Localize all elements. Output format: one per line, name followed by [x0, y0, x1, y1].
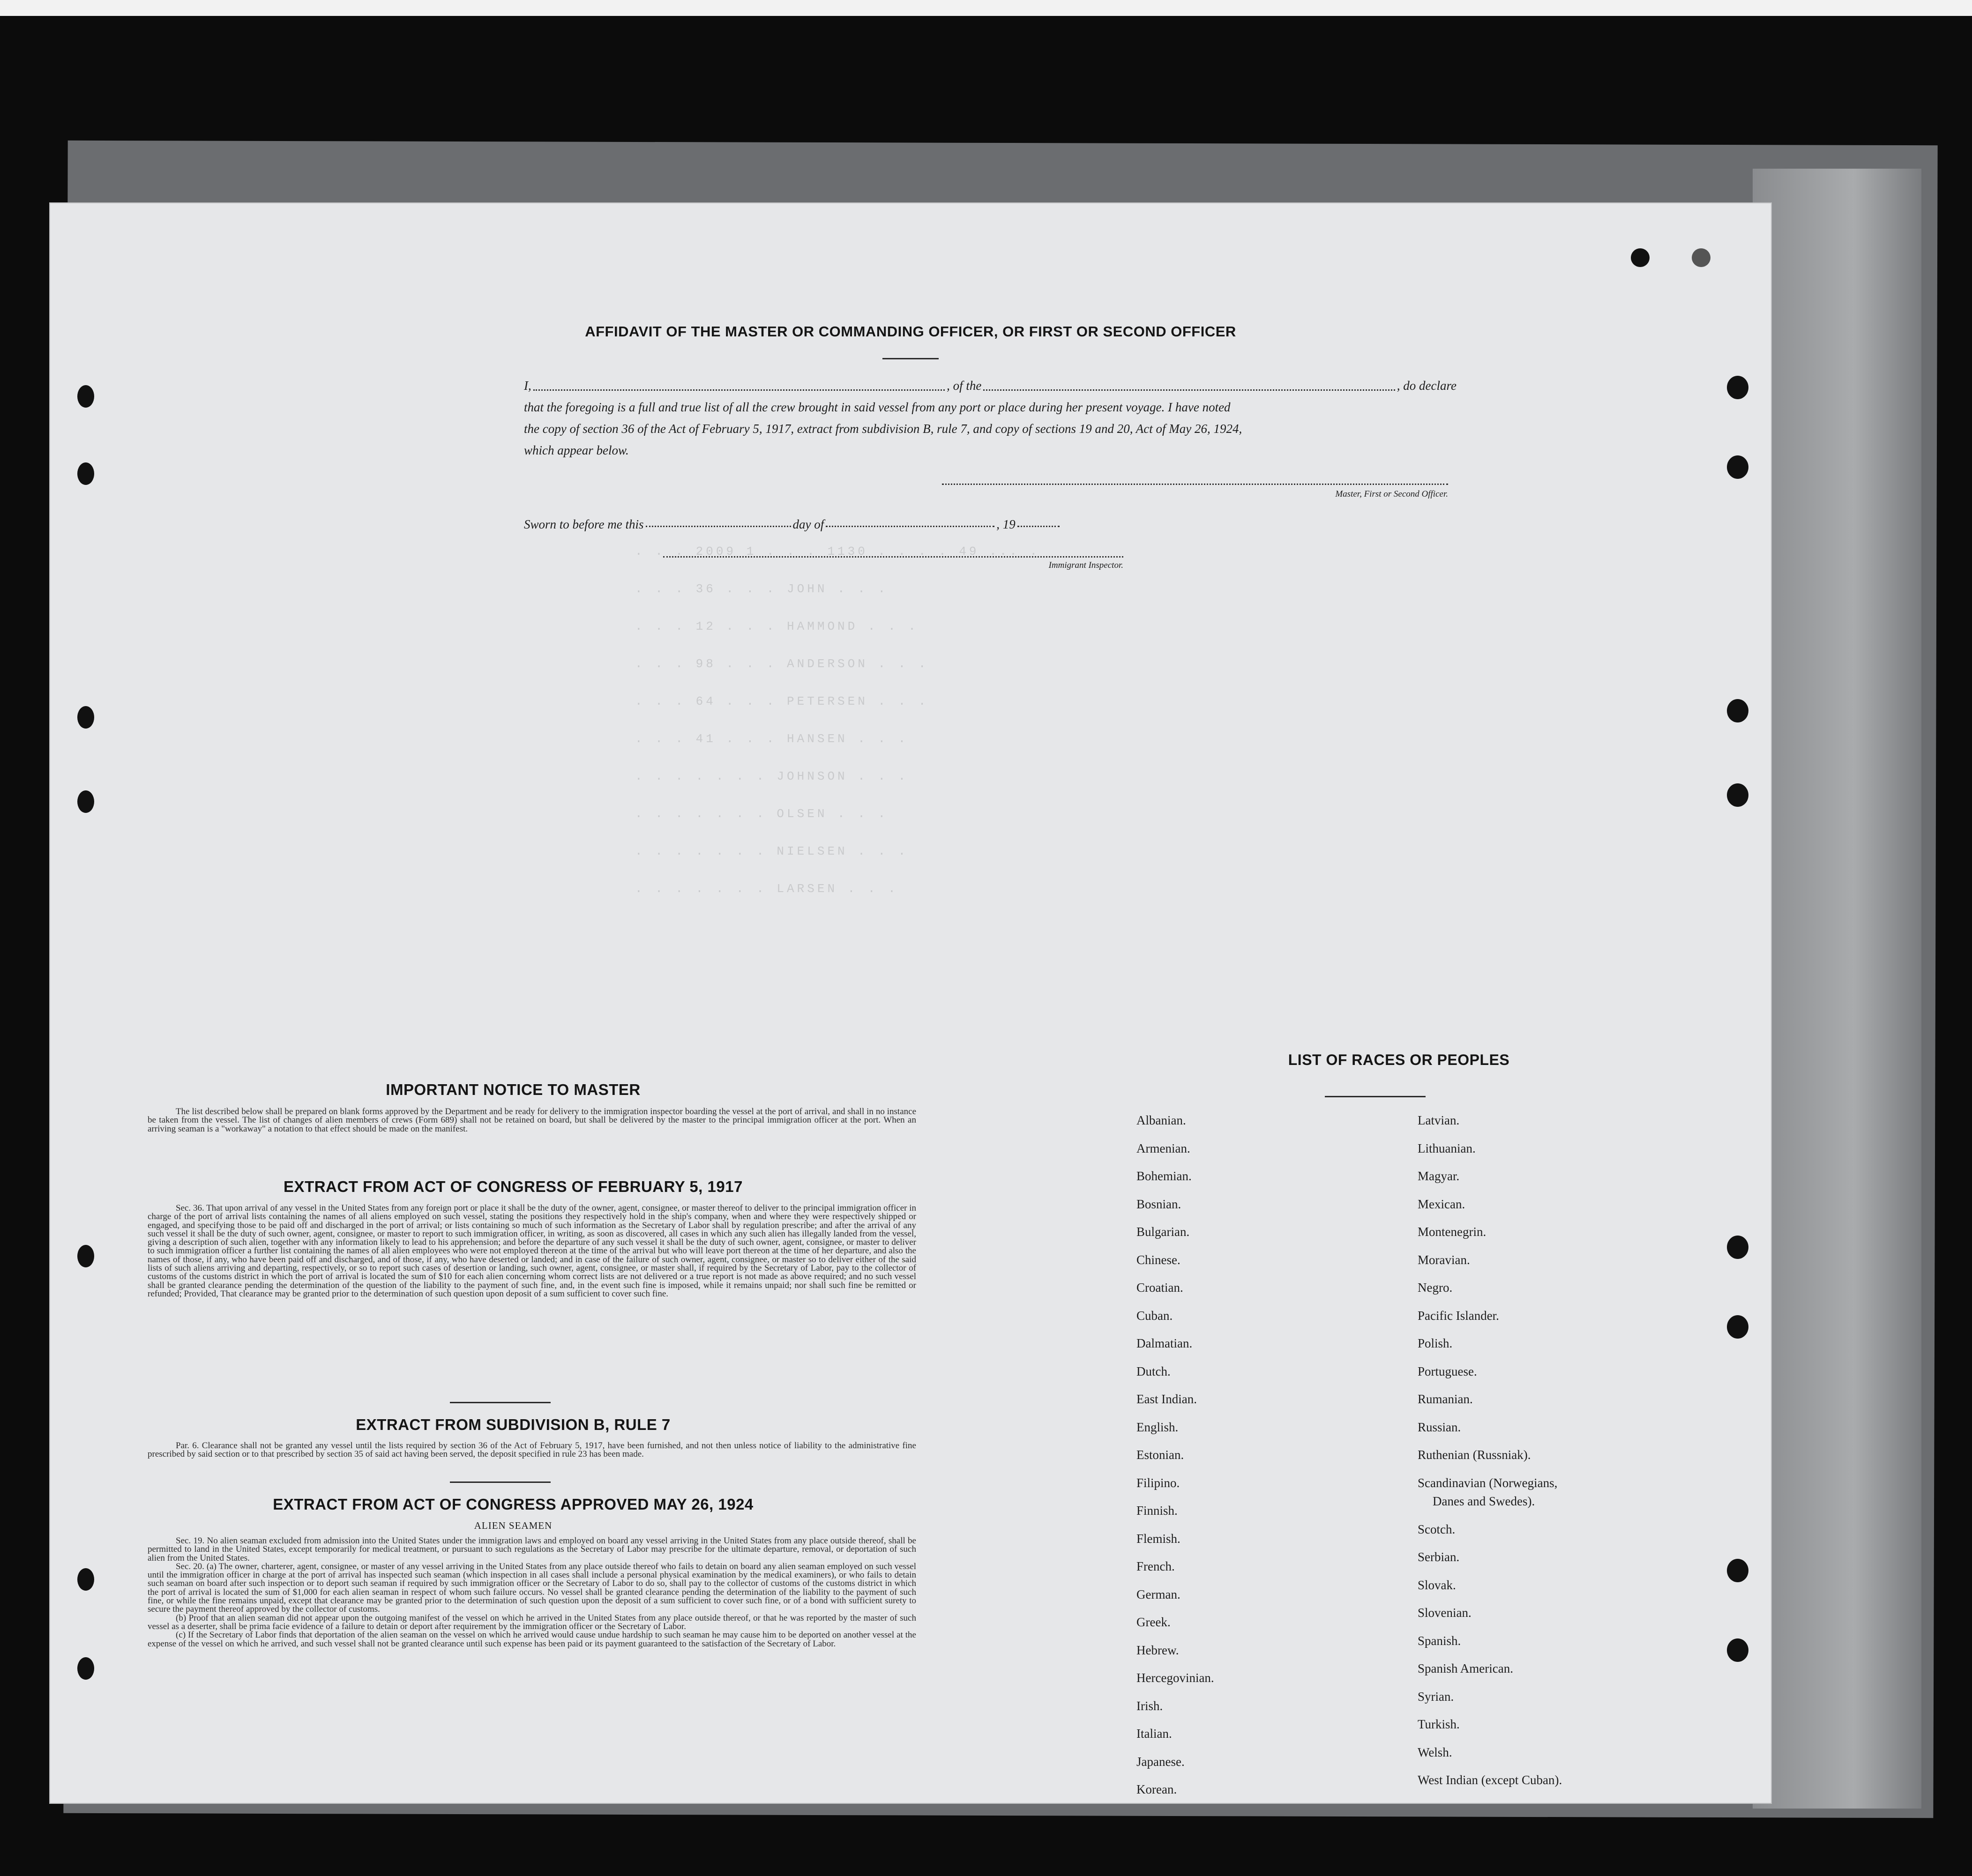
race-item: Welsh. — [1418, 1745, 1452, 1759]
race-item: Scandinavian (Norwegians, — [1418, 1475, 1558, 1490]
race-item: English. — [1136, 1420, 1179, 1434]
affidavit-line-4: which appear below. — [524, 443, 629, 457]
punch-hole — [77, 385, 94, 408]
section-20a-paragraph: Sec. 20. (a) The owner, charterer, agent, consignee, or master of any vessel arriving in the United States from any place outside thereof who fails to detain on board any alien seaman employed on such vessel until the immigration officer in charge at the port of arrival has inspected such seaman (which inspection in all cases shall include a personal physical examination by the medical examiners), or who fails to detain such seaman on board after such inspection or to deport such seaman if required by such immigration officer or the Secretary of Labor to do so, shall pay to the collector of customs of the customs district in which the port of arrival is located the sum of $1,000 for each alien seaman in respect of whom such failure occurs. No vessel shall be granted clearance pending the determination of the liability to the payment of such fine, or while the fine remains unpaid, except that clearance may be granted prior to the determination of such question upon the deposit of a sum sufficient to cover such fine, or of a bond with sufficient surety to secure the payment thereof approved by the collector of customs. — [148, 1561, 916, 1615]
race-item: Dalmatian. — [1136, 1336, 1193, 1350]
sworn-line — [524, 517, 1180, 532]
day-blank — [646, 517, 791, 527]
race-item: Spanish American. — [1418, 1661, 1513, 1675]
affidavit-title: AFFIDAVIT OF THE MASTER OR COMMANDING OFFICER, OR FIRST OR SECOND OFFICER — [585, 323, 1236, 340]
races-column-1 — [1136, 1107, 1399, 1804]
race-item: Korean. — [1136, 1782, 1177, 1796]
race-item: Danes and Swedes). — [1433, 1494, 1535, 1508]
scanner-edge — [0, 0, 1972, 16]
notice-title: IMPORTANT NOTICE TO MASTER — [386, 1081, 641, 1098]
race-item: Japanese. — [1136, 1754, 1185, 1769]
divider — [1325, 1096, 1426, 1097]
punch-hole — [1727, 1236, 1748, 1259]
punch-hole — [1631, 248, 1650, 267]
race-item: Ruthenian (Russniak). — [1418, 1448, 1531, 1462]
race-item: Latvian. — [1418, 1113, 1460, 1127]
punch-hole — [77, 706, 94, 729]
race-item: Estonian. — [1136, 1448, 1184, 1462]
par-6-paragraph: Par. 6. Clearance shall not be granted any vessel until the lists required by section 36 of the Act of February 5, 1917, have been furnished, and not then unless notice of liability to the administrative fine prescribed by said section or to that prescribed by section 35 of said act having been served, the deposit specified in rule 23 has been made. — [148, 1441, 916, 1459]
race-item: Syrian. — [1418, 1689, 1454, 1704]
race-item: Bosnian. — [1136, 1197, 1181, 1211]
race-item: Moravian. — [1418, 1252, 1470, 1267]
punch-hole — [1727, 1315, 1748, 1339]
extract-1917-title: EXTRACT FROM ACT OF CONGRESS OF FEBRUARY 5, 1917 — [284, 1178, 743, 1195]
punch-hole — [77, 1657, 94, 1680]
race-item: Negro. — [1418, 1280, 1453, 1295]
affidavit-do-declare: , do declare — [1397, 379, 1457, 393]
affidavit-of-the: , of the — [947, 379, 982, 393]
races-column-2 — [1418, 1107, 1699, 1794]
race-item: Magyar. — [1418, 1169, 1460, 1183]
race-item: Turkish. — [1418, 1717, 1460, 1731]
affidavit-declaration — [524, 375, 1457, 461]
punch-hole — [1727, 455, 1748, 479]
rule-7-text — [148, 1442, 916, 1459]
affidavit-i: I, — [524, 379, 531, 393]
race-item: Russian. — [1418, 1420, 1461, 1434]
race-item: Slovak. — [1418, 1578, 1456, 1592]
race-item: Flemish. — [1136, 1531, 1180, 1546]
vessel-blank — [983, 375, 1395, 391]
month-blank — [826, 517, 994, 527]
section-19-paragraph: Sec. 19. No alien seaman excluded from admission into the United States under the immigration laws and employed on board any vessel arriving in the United States from any place outside thereof, shall be permitted to land in the United States, except temporarily for medical treatment, or pursuant to such regulations as the Secretary of Labor may prescribe for the ultimate departure, removal, or deportation of such alien from the United States. — [148, 1536, 916, 1563]
race-item: Albanian. — [1136, 1113, 1186, 1127]
manifest-page: . . . 2009 1 . . . 1130 . . . . 49 ... . . . . 36 . . . JOHN . . . . . . 12 . . . HAMMOND . . . . . . 98 . . . ANDERSON . . . . . . 64 . . . PETERSEN . . . . . . 41 . . . HANSEN . . . . . . . . . . JOHNSON . . . . . . . . . . OLSEN . . . . . . . . . . NIELSEN . . . . . . . . . . LARSEN . . . AFFIDAVIT OF THE MASTER OR COMMANDING OFFICER, OR FIRST OR SECOND OFFICER I, , of the , do declare that the foregoing is a full and true list of all the crew brought in said vessel from any port or place during her present voyage. I have noted the copy of section 36 of the Act of February 5, 1917, extract from subdivision B, rule 7, and copy of sections 19 and 20, Act of May 26, 1924, which appear below. Master, First or Second Officer. Sworn to before me this day of , 19 Immigrant Inspector. IMPORTANT NOTICE TO MASTER The list described below shall be prepared on blank forms approved by the Department and be ready for delivery to the immigration inspector boarding the vessel at the port of arrival, and shall in no instance be taken from the vessel. The list of changes of alien members of crews (Form 689) shall not be retained on board, but shall be delivered by the master to the principal immigration officer at the port. When an arriving seaman is a "workaway" a notation to that effect should be made on the manifest. EXTRACT FROM ACT OF CONGRESS OF FEBRUARY 5, 1917 Sec. 36. That upon arrival of any vessel in the United States from any foreign port or place it shall be the duty of the owner, agent, consignee, or master thereof to deliver to the principal immigration officer in charge of the port of arrival lists containing the names of all aliens employed on such vessel, stating the positions they respectively hold in the ship's company, when and where they were respectively shipped or engaged, and specifying those to be paid off and discharged in the port of arrival; or lists containing so much of such information as the Secretary of Labor shall by regulation prescribe; and after the arrival of any such vessel it shall be the duty of such owner, agent, consignee, or master to report to such immigration officer, in writing, as soon as discovered, all cases in which any such alien has illegally landed from the vessel, giving a description of such alien, together with any information likely to lead to his apprehension; and before the departure of any such vessel it shall be the duty of such owner, agent, consignee, or master to deliver to such immigration officer a further list containing the names of all alien employees who were not employed thereon at the time of the arrival but who will leave port thereon at the time of her departure, and also the names of those, if any, who have been paid off and discharged, and of those, if any, who have deserted or landed; and in case of the failure of such owner, agent, consignee, or master so to deliver either of the said lists of such aliens arriving and departing, respectively, or so to report such cases of desertion or landing, such owner, agent, consignee, or master shall, if required by the Secretary of Labor, pay to the collector of customs of the customs district in which the port of arrival is located the sum of $10 for each alien concerning whom correct lists are not delivered or a true report is not made as above required; and no such vessel shall be granted clearance pending the determination of the question of the liability to the payment of such fine, and, in the event such fine is imposed, while it remains unpaid; nor shall such fine be remitted or refunded; Provided, That clearance may be granted prior to the determination of such question upon deposit of a sum sufficient to cover such fine. EXTRACT FROM SUBDIVISION B, RULE 7 Par. 6. Clearance shall not be granted any vessel until the lists required by section 36 of the Act of February 5, 1917, have been furnished, and not then unless notice of liability to the administrative fine prescribed by said section or to that prescribed by section 35 of said act having been served, the deposit specified in rule 23 has been made. EXTRACT FROM ACT OF CONGRESS APPROVED MAY 26, 1924 ALIEN SEAMEN Sec. 19. No alien seaman excluded from admission into the United States under the immigration laws and employed on board any vessel arriving in the United States from any place outside thereof, shall be permitted to land in the United States, except temporarily for medical treatment, or pursuant to such regulations as the Secretary of Labor may prescribe for the ultimate departure, removal, or deportation of such alien from the United States. Sec. 20. (a) The owner, charterer, agent, consignee, or master of any vessel arriving in the United States from any place outside thereof who fails to detain on board any alien seaman employed on such vessel until the immigration officer in charge at the port of arrival has inspected such seaman (which inspection in all cases shall include a personal physical examination by the medical examiners), or who fails to detain such seaman on board after such inspection or to deport such seaman if required by such immigration officer or the Secretary of Labor to do so, shall pay to the collector of customs of the customs district in which the port of arrival is located the sum of $1,000 for each alien seaman in respect of whom such failure occurs. No vessel shall be granted clearance pending the determination of the liability to the payment of such fine, or while the fine remains unpaid, except that clearance may be granted prior to the determination of such question upon the deposit of a sum sufficient to cover such fine, or of a bond with sufficient surety to secure the payment thereof approved by the collector of customs. (b) Proof that an alien seaman did not appear upon the outgoing manifest of the vessel on which he arrived in the United States from any place outside thereof, or that he was reported by the master of such vessel as a deserter, shall be prima facie evidence of a failure to detain or deport after requirement by the immigration officer or the Secretary of Labor. (c) If the Secretary of Labor finds that deportation of the alien seaman on the vessel on which he arrived would cause undue hardship to such seaman he may cause him to be deported on another vessel at the expense of the vessel on which he arrived, and such vessel shall not be granted clearance until such expense has been paid or its payment guaranteed to the satisfaction of the Secretary of Labor. LIST OF RACES OR PEOPLES Albanian. Armenian. Bohemian. Bosnian. Bulgarian. Chinese. Croatian. Cuban. Dalmatian. Dutch. East Indian. English. Estonian. Filipino. Finnish. Flemish. French. German. Greek. Hebrew. Hercegovinian. Irish. Italian. Japanese. Korean. Latvian. Lithuanian. Magyar. Mexican. Montenegrin. Moravian. Negro. Pacific Islander. Polish. Portuguese. Rumanian. Russian. Ruthenian (Russniak). Scandinavian (Norwegians, Danes and Swedes). Scotch. Serbian. Slovak. Slovenian. Spanish. Spanish American. Syrian. Turkish. Welsh. West Indian (except Cuban). — [49, 202, 1772, 1804]
race-item: Scotch. — [1418, 1522, 1456, 1536]
race-item: Hebrew. — [1136, 1643, 1179, 1657]
rule-7-title: EXTRACT FROM SUBDIVISION B, RULE 7 — [356, 1416, 671, 1433]
divider — [882, 358, 939, 359]
sworn-label: Sworn to before me this — [524, 517, 644, 531]
punch-hole — [1727, 783, 1748, 807]
affidavit-line-3: the copy of section 36 of the Act of February 5, 1917, extract from subdivision B, rule 7, and copy of sections 19 and 20, Act of May 26, 1924, — [524, 422, 1242, 436]
affidavit-line-2: that the foregoing is a full and true list of all the crew brought in said vessel from any port or place during her present voyage. I have noted — [524, 400, 1231, 414]
inspector-caption: Immigrant Inspector. — [1048, 560, 1123, 570]
race-item: Armenian. — [1136, 1141, 1190, 1155]
punch-hole — [77, 1568, 94, 1591]
race-item: Rumanian. — [1418, 1392, 1473, 1406]
race-item: Pacific Islander. — [1418, 1308, 1499, 1323]
inspector-signature-line — [663, 556, 1123, 558]
race-item: Montenegrin. — [1418, 1225, 1486, 1239]
race-item: Hercegovinian. — [1136, 1671, 1214, 1685]
punch-hole — [77, 462, 94, 485]
race-item: Dutch. — [1136, 1364, 1171, 1378]
race-item: French. — [1136, 1559, 1175, 1573]
race-item: Filipino. — [1136, 1475, 1180, 1490]
divider — [450, 1481, 551, 1483]
extract-1924-text — [148, 1537, 916, 1648]
punch-hole — [77, 790, 94, 813]
punch-hole — [1727, 376, 1748, 399]
divider — [450, 1402, 551, 1403]
punch-hole — [1692, 248, 1711, 267]
race-item: West Indian (except Cuban). — [1418, 1773, 1562, 1787]
section-20c-paragraph: (c) If the Secretary of Labor finds that deportation of the alien seaman on the vessel on which he arrived would cause undue hardship to such seaman he may cause him to be deported on another vessel at the expense of the vessel on which he arrived, and such vessel shall not be granted clearance until such expense has been paid or its payment guaranteed to the satisfaction of the Secretary of Labor. — [148, 1630, 916, 1649]
race-item: Lithuanian. — [1418, 1141, 1476, 1155]
year-label: , 19 — [996, 517, 1016, 531]
section-36-paragraph: Sec. 36. That upon arrival of any vessel in the United States from any foreign port or place it shall be the duty of the owner, agent, consignee, or master thereof to deliver to the principal immigration officer in charge of the port of arrival lists containing the names of all aliens employed on such vessel, stating the positions they respectively hold in the ship's company, when and where they were respectively shipped or engaged, and specifying those to be paid off and discharged in the port of arrival; or lists containing so much of such information as the Secretary of Labor shall by regulation prescribe; and after the arrival of any such vessel it shall be the duty of such owner, agent, consignee, or master to report to such immigration officer, in writing, as soon as discovered, all cases in which any such alien has illegally landed from the vessel, giving a description of such alien, together with any information likely to lead to his apprehension; and before the departure of any such vessel it shall be the duty of such owner, agent, consignee, or master to deliver to such immigration officer a further list containing the names of all alien employees who were not employed thereon at the time of the arrival but who will leave port thereon at the time of her departure, and also the names of those, if any, who have been paid off and discharged, and of those, if any, who have deserted or landed; and in case of the failure of such owner, agent, consignee, or master so to deliver either of the said lists of such aliens arriving and departing, respectively, or so to report such cases of desertion or landing, such owner, agent, consignee, or master shall, if required by the Secretary of Labor, pay to the collector of customs of the customs district in which the port of arrival is located the sum of $10 for each alien concerning whom correct lists are not delivered or a true report is not made as above required; and no such vessel shall be granted clearance pending the determination of the question of the liability to the payment of such fine, and, in the event such fine is imposed, while it remains unpaid; nor shall such fine be remitted or refunded; Provided, That clearance may be granted prior to the determination of such question upon deposit of a sum sufficient to cover such fine. — [148, 1203, 916, 1299]
alien-seamen-subtitle: ALIEN SEAMEN — [474, 1520, 553, 1531]
race-item: Slovenian. — [1418, 1606, 1472, 1620]
race-item: Mexican. — [1418, 1197, 1465, 1211]
underlying-sheet-edge — [1753, 169, 1921, 1809]
race-item: Italian. — [1136, 1727, 1172, 1741]
race-item: German. — [1136, 1587, 1180, 1601]
race-item: Serbian. — [1418, 1550, 1460, 1564]
race-item: Irish. — [1136, 1698, 1163, 1713]
name-blank — [533, 375, 945, 391]
master-signature-line — [942, 484, 1448, 485]
race-item: Finnish. — [1136, 1504, 1178, 1518]
year-blank — [1017, 517, 1060, 527]
race-item: Chinese. — [1136, 1252, 1180, 1267]
race-item: Bulgarian. — [1136, 1225, 1190, 1239]
notice-text — [148, 1108, 916, 1133]
punch-hole — [1727, 1559, 1748, 1582]
race-item: Portuguese. — [1418, 1364, 1477, 1378]
punch-hole — [1727, 1638, 1748, 1662]
section-20b-paragraph: (b) Proof that an alien seaman did not appear upon the outgoing manifest of the vessel on which he arrived in the United States from any place outside thereof, or that he was reported by the master of such vessel as a deserter, shall be prima facie evidence of a failure to detain or deport after requirement by the immigration officer or the Secretary of Labor. — [148, 1613, 916, 1631]
notice-paragraph: The list described below shall be prepared on blank forms approved by the Department and be ready for delivery to the immigration inspector boarding the vessel at the port of arrival, and shall in no instance be taken from the vessel. The list of changes of alien members of crews (Form 689) shall not be retained on board, but shall be delivered by the master to the principal immigration officer at the port. When an arriving seaman is a "workaway" a notation to that effect should be made on the manifest. — [148, 1107, 916, 1134]
race-item: Croatian. — [1136, 1280, 1183, 1295]
race-item: East Indian. — [1136, 1392, 1197, 1406]
race-item: Bohemian. — [1136, 1169, 1192, 1183]
extract-1924-title: EXTRACT FROM ACT OF CONGRESS APPROVED MAY 26, 1924 — [273, 1496, 754, 1513]
punch-hole — [77, 1245, 94, 1267]
races-title: LIST OF RACES OR PEOPLES — [1288, 1051, 1510, 1068]
extract-1917-text — [148, 1204, 916, 1298]
race-item: Cuban. — [1136, 1308, 1173, 1323]
punch-hole — [1727, 699, 1748, 722]
race-item: Greek. — [1136, 1615, 1171, 1629]
day-of-label: day of — [792, 517, 824, 531]
race-item: Polish. — [1418, 1336, 1453, 1350]
master-caption: Master, First or Second Officer. — [1335, 489, 1448, 499]
race-item: Spanish. — [1418, 1633, 1461, 1648]
